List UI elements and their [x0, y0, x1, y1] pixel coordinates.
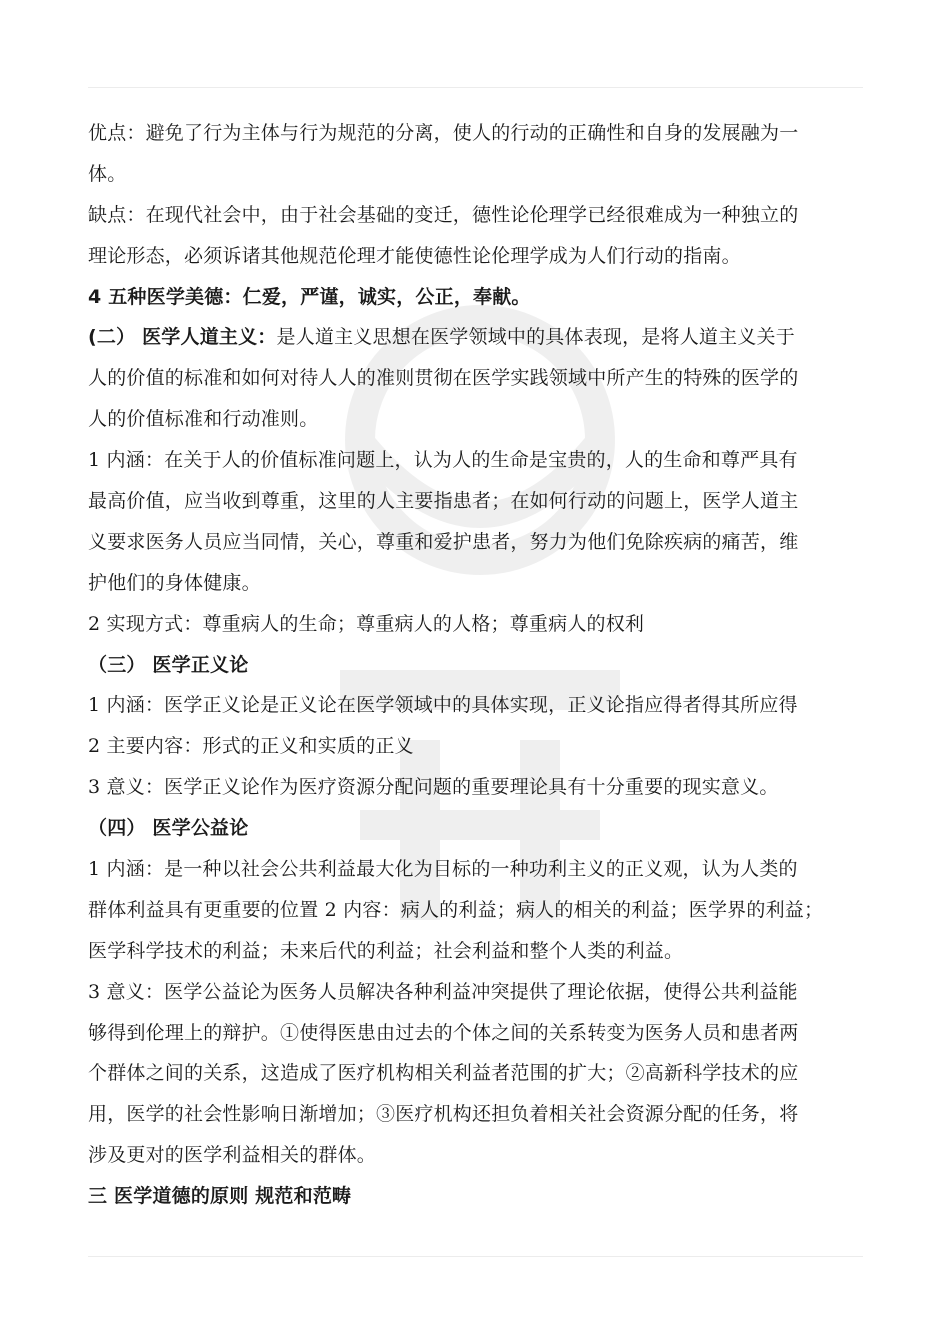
text-line: 优点：避免了行为主体与行为规范的分离，使人的行动的正确性和自身的发展融为一 [88, 122, 799, 144]
text-line: 用，医学的社会性影响日渐增加；③医疗机构还担负着相关社会资源分配的任务，将 [88, 1103, 799, 1126]
text-line: 人的价值的标准和如何对待人人的准则贯彻在医学实践领域中所产生的特殊的医学的 [88, 367, 799, 390]
humanism-definition-text: 是人道主义思想在医学领域中的具体表现，是将人道主义关于 [276, 326, 795, 349]
text-line: 1 内涵：是一种以社会公共利益最大化为目标的一种功利主义的正义观，认为人类的 [88, 858, 798, 881]
text-line: 群体利益具有更重要的位置 2 内容：病人的利益；病人的相关的利益；医学界的利益； [88, 898, 824, 921]
text-line: 2 实现方式：尊重病人的生命；尊重病人的人格；尊重病人的权利 [88, 612, 645, 635]
humanism-definition-line [88, 317, 878, 358]
humanism-heading: (二） 医学人道主义： [88, 326, 277, 349]
footer-rule [88, 1256, 863, 1257]
text-line: 护他们的身体健康。 [88, 571, 261, 594]
section-heading: 4 五种医学美德：仁爱，严谨，诚实，公正，奉献。 [88, 285, 531, 308]
header-rule [88, 87, 863, 88]
text-line: 3 意义：医学公益论为医务人员解决各种利益冲突提供了理论依据，使得公共利益能 [88, 980, 798, 1003]
text-line: 义要求医务人员应当同情，关心，尊重和爱护患者，努力为他们免除疾病的痛苦，维 [88, 530, 799, 553]
text-line: 人的价值标准和行动准则。 [88, 408, 319, 431]
text-line: 1 内涵：在关于人的价值标准问题上，认为人的生命是宝贵的，人的生命和尊严具有 [88, 449, 798, 472]
text-line: 个群体之间的关系，这造成了医疗机构相关利益者范围的扩大；②高新科学技术的应 [88, 1062, 799, 1085]
text-line: 体。 [88, 162, 127, 185]
text-line: 1 内涵：医学正义论是正义论在医学领域中的具体实现，正义论指应得者得其所应得 [88, 694, 798, 717]
text-line: 缺点：在现代社会中，由于社会基础的变迁，德性论伦理学已经很难成为一种独立的 [88, 203, 799, 226]
text-line: 涉及更对的医学利益相关的群体。 [88, 1144, 377, 1167]
section-heading: （四） 医学公益论 [88, 817, 249, 840]
chapter-heading: 三 医学道德的原则 规范和范畴 [88, 1185, 352, 1208]
text-line: 最高价值，应当收到尊重，这里的人主要指患者；在如何行动的问题上，医学人道主 [88, 490, 799, 513]
section-heading: （三） 医学正义论 [88, 653, 249, 676]
text-line: 医学科学技术的利益；未来后代的利益；社会利益和整个人类的利益。 [88, 939, 684, 962]
document-body [88, 113, 878, 1217]
text-line: 3 意义：医学正义论作为医疗资源分配问题的重要理论具有十分重要的现实意义。 [88, 776, 779, 799]
text-line: 理论形态，必须诉诸其他规范伦理才能使德性论伦理学成为人们行动的指南。 [88, 244, 741, 267]
text-line: 够得到伦理上的辩护。①使得医患由过去的个体之间的关系转变为医务人员和患者两 [88, 1021, 799, 1044]
text-line: 2 主要内容：形式的正义和实质的正义 [88, 735, 414, 758]
